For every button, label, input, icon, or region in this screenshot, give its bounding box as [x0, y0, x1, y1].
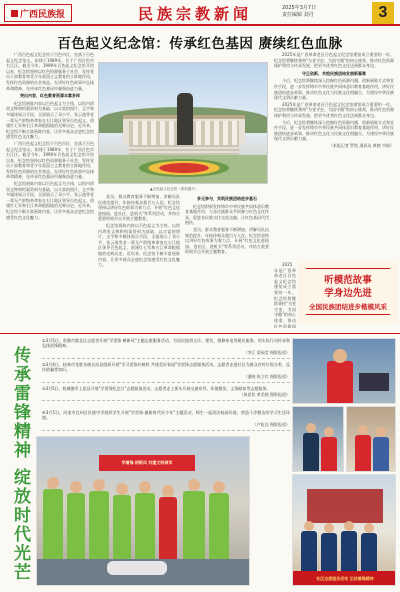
article-paragraph: 党员、群众教育服务不断增加，讲解员队伍规范提升，年接待观众超百万人次。纪念馆坚持以讲好红色故事为着力点，开展"红色文化进校园、进社区、进机关"等系列活动，并结合重要时间节点开展主题教育。	[185, 226, 269, 255]
article-paragraph: 2025年是广西革命老区百色起义纪念馆建馆成立重要的一年。纪念馆将继续秉持"为党守史、为国守籍"的初心使命，推动红色资源保	[274, 262, 296, 328]
caption-text: ②3月4日，桂林市龙胜各族自治县组织开展"学习雷锋好榜样 共建美好家园"学雷锋志愿服务活动，志愿者走进社区为群众宣传垃圾分类、反诈防骗等知识。	[42, 362, 290, 373]
logo-mark-icon	[11, 10, 18, 17]
cpr-mannequin	[107, 561, 167, 575]
article-column-1	[6, 52, 94, 330]
article-paragraph: 党员、群众教育服务不断增加，讲解员队伍规范提升，年接待观众超百万人次。纪念馆坚持以讲好红色故事为着力点，开展"红色文化进校园、进社区、进机关"等系列活动，并结合重要时间节点开展主题教育。	[98, 194, 180, 222]
article-subhead: 多元参与，共筑民族团结进步基石	[197, 196, 257, 201]
issue-date	[282, 5, 316, 19]
caption-credit: （李江 梁丽莹 摄影报道）	[243, 349, 290, 355]
banner-line-3: 全国民族团结进步楷模风采	[309, 303, 387, 311]
paper-name: 广西民族报	[19, 9, 65, 20]
flower-bed	[139, 159, 229, 177]
article-subhead: 突出内容，红色教育资源丰富多样	[20, 93, 80, 99]
caption-credit: （潘晓 陈立红 摄影报道）	[243, 373, 290, 379]
memorial-hall-photo	[98, 62, 268, 184]
editor-line: 责任编辑 刘丹	[282, 12, 314, 18]
appliance	[359, 373, 389, 391]
article-paragraph: 纪念馆展陈内容以百色起义为主线，以馆内珍贵文物和档案资料为基础，以丰富的图片、文字和多媒体展示手段，全面展示了邓小平、张云逸等老一辈无产阶级革命家在右江地区领导百色起义、创建红七军和右江革命根据地的光辉历史。近年来，纪念馆不断丰富展陈内容，让更多观众走进纪念馆感受红色文化魅力。	[6, 100, 94, 140]
article-column-2	[98, 194, 180, 330]
article-paragraph: 今后，纪念馆将继续深入挖掘红色资源内涵，创新展陈方式和宣传手段，进一步发挥铸牢中华民族共同体意识教育基地作用，讲好民族团结进步故事，推动红色文化与民族文化相融合，为建设中华民族现代文明贡献力量。	[274, 78, 394, 101]
caption-credit: （黄思钦 黄美媛 摄影报道）	[239, 392, 290, 398]
banner-sign: 学雷锋 树新风 共建文明城市	[99, 455, 195, 471]
caption-4	[42, 410, 290, 431]
banner-line-1: 听模范故事	[324, 275, 372, 286]
byline: （本报记者 罗凯 通讯员 黄晓 韦娟）	[328, 142, 394, 148]
volunteer-group-photo	[36, 436, 250, 586]
section-title: 民族宗教新闻	[137, 5, 252, 23]
bottom-banner: 社区志愿服务活动 弘扬雷锋精神	[293, 571, 396, 586]
article-subhead: 守正创新，共绘民族团结发展新篇章	[302, 70, 366, 76]
caption-credit: （卢虹钰 摄影报道）	[252, 421, 290, 427]
caption-text: ③3月5日，防城港市上思县开展"学雷锋纪念日"志愿服务活动，志愿者走上街头开展交通劝导、环境整治、义务献血等志愿服务。	[42, 386, 271, 391]
flag-banner	[307, 489, 383, 523]
caption-text: ①3月5日，贵港市港北区志愿者开展"学雷锋 树新风"主题志愿服务活动，为居民提供义诊、理发、维修家电等便民服务，用实际行动传承和弘扬雷锋精神。	[42, 338, 290, 349]
volunteer-photo-2	[292, 406, 344, 472]
paper-logo	[4, 4, 72, 22]
article-paragraph: 广西百色起义纪念馆于百色市区，坐落于百色起义纪念馆山，始建于1989年，位于广西百色市右江区。截至今年，1999年百色起义纪念馆开馆以来，纪念馆坚持以红色资源服务于社会，发挥党员干部教育和青少年爱国主义教育的主阵地作用，发挥红色资源的社会效益。在讲好红色故事中弘扬革命精神，在传承红色基因中凝聚奋进力量。	[6, 140, 94, 180]
date-text: 2025年3月7日	[282, 5, 317, 11]
article-paragraph: 2025年是广西革命老区百色起义纪念馆建馆成立重要的一年。纪念馆将继续秉持"为党守史、为国守籍"的初心使命，推动红色资源保护利用与传承发展，把更多优秀红色文化送到群众身边。	[274, 52, 394, 69]
photo-caption: ▲百色起义纪念馆（资料图片）	[150, 187, 199, 191]
page-number: 3	[372, 2, 394, 24]
headline: 百色起义纪念馆：传承红色基因 赓续红色血脉	[57, 36, 343, 52]
caption-text: ④3月5日，河池市宜州区民族中学组织学生开展"学雷锋·做新时代好少年"主题活动，师生一起清洁校园环境，营造干净整洁的学习生活环境。	[42, 410, 290, 421]
article-paragraph: 2025年是广西革命老区百色起义纪念馆建馆成立重要的一年。纪念馆将继续秉持"为党守史、为国守籍"的初心使命，推动红色资源保护利用与传承发展，把更多优秀红色文化送到群众身边。	[274, 101, 394, 118]
banner-line-2: 学身边先进	[324, 288, 372, 299]
article-column-3	[185, 194, 269, 330]
vertical-title: 传承雷锋精神 绽放时代光芒	[10, 346, 30, 582]
article-column-4	[274, 52, 394, 260]
model-banner	[298, 262, 398, 324]
caption-3	[42, 386, 290, 401]
masthead	[0, 0, 400, 26]
article-paragraph: 纪念馆展陈内容以百色起义为主线，以馆内珍贵文物和档案资料为基础，以丰富的图片、文字和多媒体展示手段，全面展示了邓小平、张云逸等老一辈无产阶级革命家在右江地区领导百色起义、创建红七军和右江革命根据地的光辉历史。近年来，纪念馆不断丰富展陈内容，让更多观众走进纪念馆感受红色文化魅力。	[6, 181, 94, 220]
article-column-4b	[274, 262, 296, 328]
article-paragraph: 纪念馆积极发挥铸牢中华民族共同体意识教育基地作用，与各民族群众共同参与红色文化传承，促进各民族交往交流交融，让红色基因代代相传。	[185, 203, 269, 226]
volunteer-photo-1	[292, 338, 396, 404]
caption-1	[42, 338, 290, 359]
volunteer-photo-3	[346, 406, 396, 472]
article-paragraph: 广西百色起义纪念馆于百色市区，坐落于百色起义纪念馆山，始建于1989年，位于广西百色市右江区。截至今年，1999年百色起义纪念馆开馆以来，纪念馆坚持以红色资源服务于社会，发挥党员干部教育和青少年爱国主义教育的主阵地作用，发挥红色资源的社会效益。在讲好红色故事中弘扬革命精神，在传承红色基因中凝聚奋进力量。	[6, 52, 94, 91]
caption-2	[42, 362, 290, 383]
article-paragraph: 今后，纪念馆将继续深入挖掘红色资源内涵，创新展陈方式和宣传手段，进一步发挥铸牢中华民族共同体意识教育基地作用，讲好民族团结进步故事，推动红色文化与民族文化相融合，为建设中华民族现代文明贡献力量。	[274, 119, 394, 142]
statue-figure	[177, 93, 193, 145]
article-paragraph: 纪念馆展陈内容以百色起义为主线，以馆内珍贵文物和档案资料为基础，以丰富的图片、文字和多媒体展示手段，全面展示了邓小平、张云逸等老一辈无产阶级革命家在右江地区领导百色起义、创建红七军和右江革命根据地的光辉历史。近年来，纪念馆不断丰富展陈内容，让更多观众走进纪念馆感受红色文化魅力。	[98, 222, 180, 268]
volunteer-photo-4	[292, 474, 396, 586]
